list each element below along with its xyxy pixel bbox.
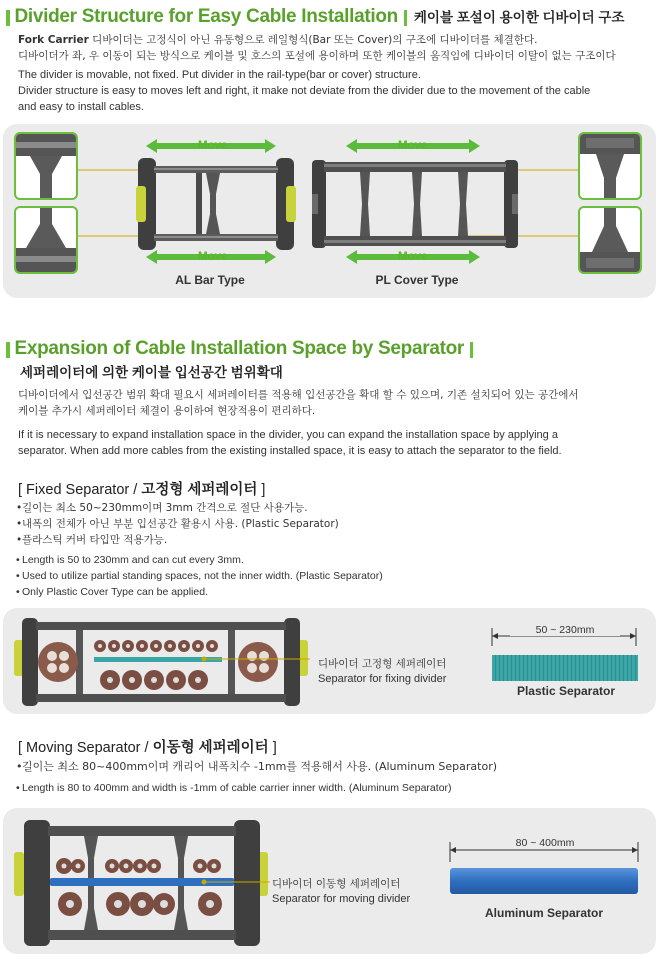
desc-ko-line: 케이블 추가시 세퍼레이터 체결이 용이하여 현장적용이 편리하다. — [18, 405, 316, 417]
heading-text-ko: 고정형 세퍼레이터 — [141, 482, 258, 498]
section2-header — [6, 338, 473, 360]
bullet-item: •플라스틱 커버 타입만 적용가능. — [16, 534, 168, 546]
brand-name: Fork Carrier — [18, 34, 89, 46]
section1-title: Divider Structure for Easy Cable Installation — [14, 6, 398, 27]
al-bar-type-caption: AL Bar Type — [175, 273, 245, 287]
section2-description — [18, 387, 658, 459]
desc-en-line: If it is necessary to expand installation space in the divider, you can expand the installation space by applying a — [18, 429, 558, 441]
desc-en-line: The divider is movable, not fixed. Put divider in the rail-type(bar or cover) structure. — [18, 69, 421, 81]
heading-marker — [6, 342, 10, 358]
aluminum-separator-image — [450, 868, 638, 894]
heading-text: [ Fixed Separator / — [18, 482, 142, 498]
section2-title-ko: 세퍼레이터에 의한 케이블 입선공간 범위확대 — [20, 365, 283, 380]
moving-dimension-label: 80 ~ 400mm — [490, 837, 600, 849]
desc-en-line: and easy to install cables. — [18, 101, 144, 113]
plastic-separator-image — [492, 655, 638, 681]
pl-cover-chain-image — [312, 154, 518, 254]
detail-leader-lines — [0, 0, 660, 300]
plastic-separator-caption: Plastic Separator — [516, 684, 616, 698]
bullet-item: • Length is 80 to 400mm and width is -1mm of cable carrier inner width. (Aluminum Separator) — [16, 782, 452, 794]
fixed-callout-ko: 디바이더 고정형 세퍼레이터 — [318, 658, 447, 670]
section2-title: Expansion of Cable Installation Space by Separator — [14, 338, 465, 359]
move-label: Move — [398, 140, 428, 152]
desc-en-line: Divider structure is easy to moves left and right, it make not deviate from the divider due to the movement of the cable — [18, 85, 591, 97]
bullet-item: •길이는 최소 80~400mm이며 캐리어 내폭치수 -1mm를 적용해서 사용. (Aluminum Separator) — [16, 760, 498, 773]
fixed-separator-heading — [18, 478, 265, 499]
fixed-separator-bullets — [16, 500, 656, 600]
bullet-item: •길이는 최소 50~230mm이며 3mm 간격으로 절단 사용가능. — [16, 502, 308, 514]
al-bar-chain-image — [136, 154, 296, 254]
fixed-callout-en: Separator for fixing divider — [318, 673, 447, 685]
moving-separator-bullets — [16, 759, 656, 796]
desc-ko-line: 디바이더는 고정식이 아닌 유동형으로 레일형식(Bar 또는 Cover)의 구조에 디바이더를 체결한다. — [92, 34, 538, 46]
bullet-item: • Length is 50 to 230mm and can cut every 3mm. — [16, 554, 244, 566]
heading-text: [ Moving Separator / — [18, 740, 153, 756]
heading-text: ] — [268, 740, 277, 756]
desc-en-line: separator. When add more cables from the existing installed space, it is easy to attach the separator to the field. — [18, 445, 562, 457]
bullet-item: •내폭의 전체가 아닌 부분 입선공간 활용시 사용. (Plastic Separator) — [16, 518, 339, 530]
bullet-item: • Used to utilize partial standing spaces, not the inner width. (Plastic Separator) — [16, 570, 383, 582]
pl-cover-type-caption: PL Cover Type — [375, 273, 459, 287]
fixed-separator-chain-image — [14, 616, 310, 708]
move-label: Move — [398, 251, 428, 263]
desc-ko-line: 디바이더에서 입선공간 범위 확대 필요시 세퍼레이터를 적용해 입선공간을 확대 할 수 있으며, 기존 설치되어 있는 공간에서 — [18, 389, 579, 401]
section1-title-ko: 케이블 포설이 용이한 디바이더 구조 — [413, 10, 625, 25]
heading-text: ] — [257, 482, 266, 498]
heading-text-ko: 이동형 세퍼레이터 — [152, 740, 269, 756]
moving-separator-heading — [18, 736, 277, 757]
move-label: Move — [198, 251, 228, 263]
heading-marker — [470, 342, 473, 358]
fixed-dimension-label: 50 ~ 230mm — [510, 624, 620, 636]
moving-separator-chain-image — [14, 818, 270, 948]
desc-ko-line: 디바이더가 좌, 우 이동이 되는 방식으로 케이블 및 호스의 포설에 용이하며 또한 케이블의 움직임에 디바이더 이탈이 없는 구조이다 — [18, 50, 616, 62]
moving-callout-en: Separator for moving divider — [272, 893, 411, 905]
moving-callout-ko: 디바이더 이동형 세퍼레이터 — [272, 878, 401, 890]
move-label: Move — [198, 140, 228, 152]
aluminum-separator-caption: Aluminum Separator — [484, 906, 604, 920]
bullet-item: • Only Plastic Cover Type can be applied. — [16, 586, 208, 598]
